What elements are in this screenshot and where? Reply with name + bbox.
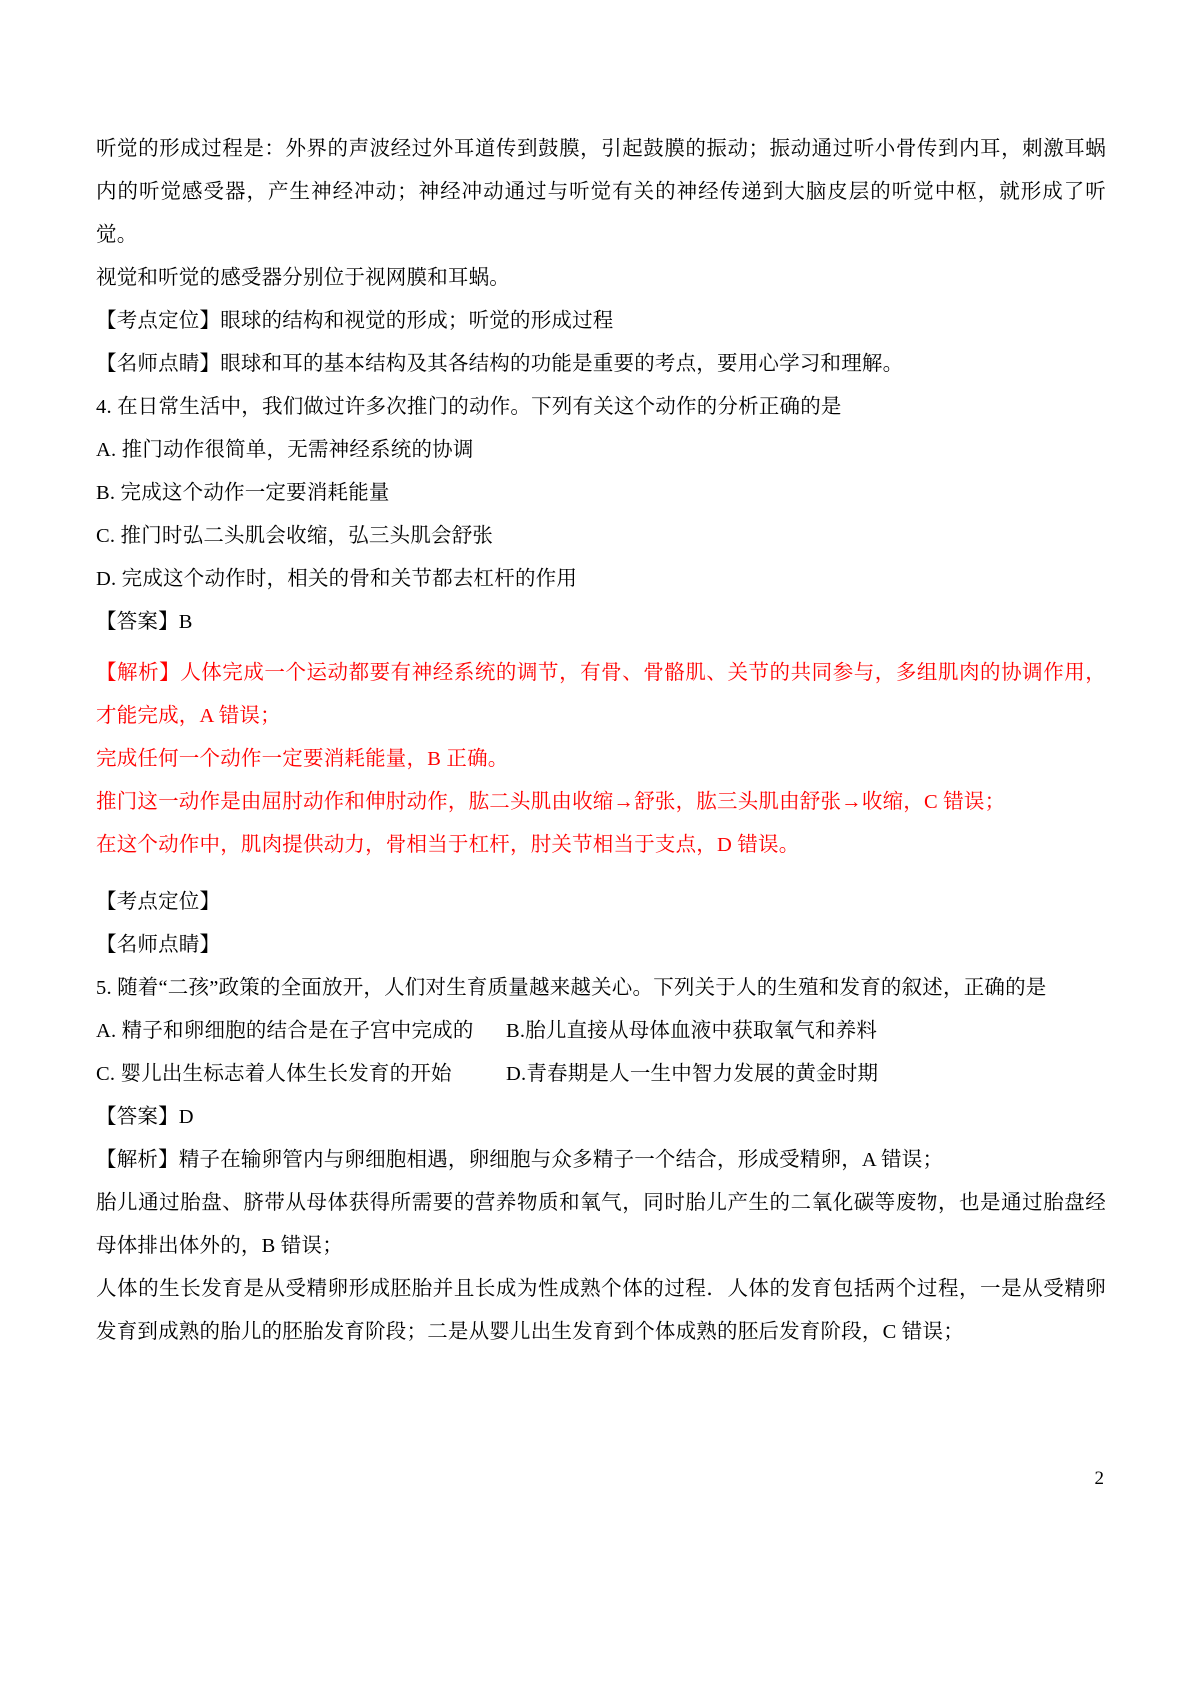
question-4-analysis-line-4: 在这个动作中，肌肉提供动力，骨相当于杠杆，肘关节相当于支点，D 错误。 bbox=[96, 834, 800, 856]
question-4-answer: 【答案】B bbox=[96, 611, 193, 633]
question-4-analysis-line-3: 推门这一动作是由屈肘动作和伸肘动作，肱二头肌由收缩→舒张，肱三头肌由舒张→收缩，C 错误； bbox=[96, 791, 1006, 813]
question-5-options-row-1 bbox=[96, 1010, 1106, 1053]
question-5-option-d: D.青春期是人一生中智力发展的黄金时期 bbox=[506, 1063, 879, 1085]
question-4-analysis-line-2: 完成任何一个动作一定要消耗能量，B 正确。 bbox=[96, 748, 509, 770]
question-5-option-b: B.胎儿直接从母体血液中获取氧气和养料 bbox=[506, 1020, 878, 1042]
page-number: 2 bbox=[1094, 1468, 1104, 1489]
question-5-options-row-2 bbox=[96, 1053, 1106, 1096]
question-5-analysis-line-3: 人体的生长发育是从受精卵形成胚胎并且长成为性成熟个体的过程．人体的发育包括两个过程，一是从受精卵发育到成熟的胎儿的胚胎发育阶段；二是从婴儿出生发育到个体成熟的胚后发育阶段，C 错误； bbox=[96, 1278, 1106, 1343]
spacer bbox=[96, 644, 1106, 652]
question-4-stem: 4. 在日常生活中，我们做过许多次推门的动作。下列有关这个动作的分析正确的是 bbox=[96, 396, 842, 418]
question-5-option-a: A. 精子和卵细胞的结合是在子宫中完成的 bbox=[96, 1020, 474, 1042]
question-5-option-c: C. 婴儿出生标志着人体生长发育的开始 bbox=[96, 1063, 452, 1085]
question-4-analysis-line-1: 【解析】人体完成一个运动都要有神经系统的调节，有骨、骨骼肌、关节的共同参与，多组肌肉的协调作用，才能完成，A 错误； bbox=[96, 662, 1106, 727]
question-5-analysis-line-2: 胎儿通过胎盘、脐带从母体获得所需要的营养物质和氧气，同时胎儿产生的二氧化碳等废物，也是通过胎盘经母体排出体外的，B 错误； bbox=[96, 1192, 1106, 1257]
question-4-mingshi: 【名师点睛】 bbox=[96, 934, 221, 956]
question-4-option-c: C. 推门时弘二头肌会收缩，弘三头肌会舒张 bbox=[96, 525, 494, 547]
question-4-kaodian: 【考点定位】 bbox=[96, 891, 221, 913]
question-5-analysis-line-1: 【解析】精子在输卵管内与卵细胞相遇，卵细胞与众多精子一个结合，形成受精卵，A 错误； bbox=[96, 1149, 944, 1171]
paragraph-hearing-formation: 听觉的形成过程是：外界的声波经过外耳道传到鼓膜，引起鼓膜的振动；振动通过听小骨传到内耳，刺激耳蜗内的听觉感受器，产生神经冲动；神经冲动通过与听觉有关的神经传递到大脑皮层的听觉中枢，就形成了听觉。 bbox=[96, 138, 1106, 246]
question-4-option-a: A. 推门动作很简单，无需神经系统的协调 bbox=[96, 439, 474, 461]
question-4-option-d: D. 完成这个动作时，相关的骨和关节都去杠杆的作用 bbox=[96, 568, 578, 590]
question-4-option-b: B. 完成这个动作一定要消耗能量 bbox=[96, 482, 390, 504]
question-5-stem: 5. 随着“二孩”政策的全面放开，人们对生育质量越来越关心。下列关于人的生殖和发育的叙述，正确的是 bbox=[96, 977, 1047, 999]
paragraph-receptors: 视觉和听觉的感受器分别位于视网膜和耳蜗。 bbox=[96, 267, 510, 289]
paragraph-kaodian-1: 【考点定位】眼球的结构和视觉的形成；听觉的形成过程 bbox=[96, 310, 614, 332]
question-5-answer: 【答案】D bbox=[96, 1106, 194, 1128]
spacer bbox=[96, 867, 1106, 881]
paragraph-mingshi-1: 【名师点睛】眼球和耳的基本结构及其各结构的功能是重要的考点，要用心学习和理解。 bbox=[96, 353, 904, 375]
document-body bbox=[96, 128, 1106, 1354]
